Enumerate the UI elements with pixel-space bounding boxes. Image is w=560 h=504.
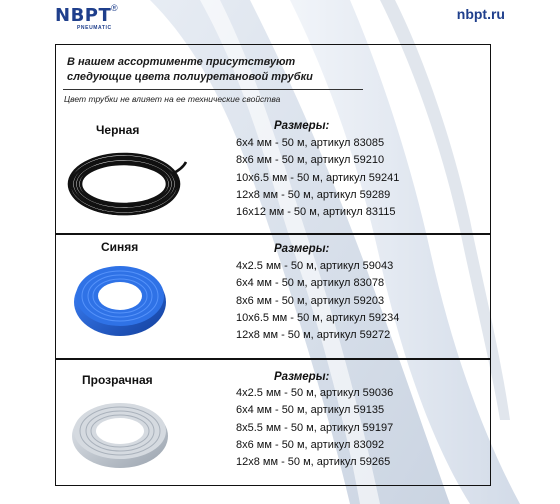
- list-item: 12x8 мм - 50 м, артикул 59272: [236, 329, 391, 342]
- list-item: 8x6 мм - 50 м, артикул 83092: [236, 438, 385, 451]
- size-list-clear: [236, 385, 393, 471]
- website-link[interactable]: nbpt.ru: [456, 6, 505, 22]
- section-divider: [55, 358, 491, 360]
- logo-subtitle: PNEUMATIC: [77, 25, 112, 31]
- intro-line-1: В нашем ассортименте присутствуют: [67, 56, 296, 68]
- list-item: 6x4 мм - 50 м, артикул 83085: [236, 137, 385, 149]
- section-divider: [55, 233, 491, 235]
- section-title-clear: Прозрачная: [82, 373, 153, 387]
- size-list-black: [236, 135, 399, 221]
- registered-mark: ®: [111, 3, 118, 13]
- intro-note: Цвет трубки не влияет на ее технические свойства: [64, 94, 281, 104]
- logo-text: NBPT: [55, 5, 112, 26]
- list-item: 16x12 мм - 50 м, артикул 83115: [236, 206, 396, 219]
- section-title-blue: Синяя: [101, 240, 139, 254]
- list-item: 12x8 мм - 50 м, артикул 59265: [236, 456, 391, 469]
- clear-tube-coil-icon: [68, 394, 173, 472]
- list-item: 8x6 мм - 50 м, артикул 59203: [236, 294, 385, 307]
- blue-tube-coil-icon: [70, 258, 170, 340]
- list-item: 8x6 мм - 50 м, артикул 59210: [236, 154, 385, 167]
- brand-logo: [55, 3, 118, 31]
- list-item: 12x8 мм - 50 м, артикул 59289: [236, 188, 391, 201]
- sizes-title-clear: Размеры:: [274, 371, 330, 383]
- list-item: 10x6.5 мм - 50 м, артикул 59234: [236, 311, 400, 324]
- list-item: 10x6.5 мм - 50 м, артикул 59241: [236, 171, 400, 184]
- sizes-title-blue: Размеры:: [274, 243, 330, 255]
- intro-underline: [63, 89, 363, 90]
- intro-heading: [67, 55, 367, 85]
- list-item: 6x4 мм - 50 м, артикул 83078: [236, 277, 385, 290]
- intro-line-2: следующие цвета полиуретановой трубки: [67, 71, 313, 83]
- size-list-blue: [236, 258, 399, 344]
- list-item: 8x5.5 мм - 50 м, артикул 59197: [236, 421, 394, 434]
- sizes-title-black: Размеры:: [274, 120, 330, 132]
- black-tube-coil-icon: [62, 144, 187, 222]
- section-title-black: Черная: [96, 123, 140, 137]
- list-item: 6x4 мм - 50 м, артикул 59135: [236, 404, 385, 417]
- list-item: 4x2.5 мм - 50 м, артикул 59043: [236, 260, 394, 272]
- list-item: 4x2.5 мм - 50 м, артикул 59036: [236, 387, 394, 399]
